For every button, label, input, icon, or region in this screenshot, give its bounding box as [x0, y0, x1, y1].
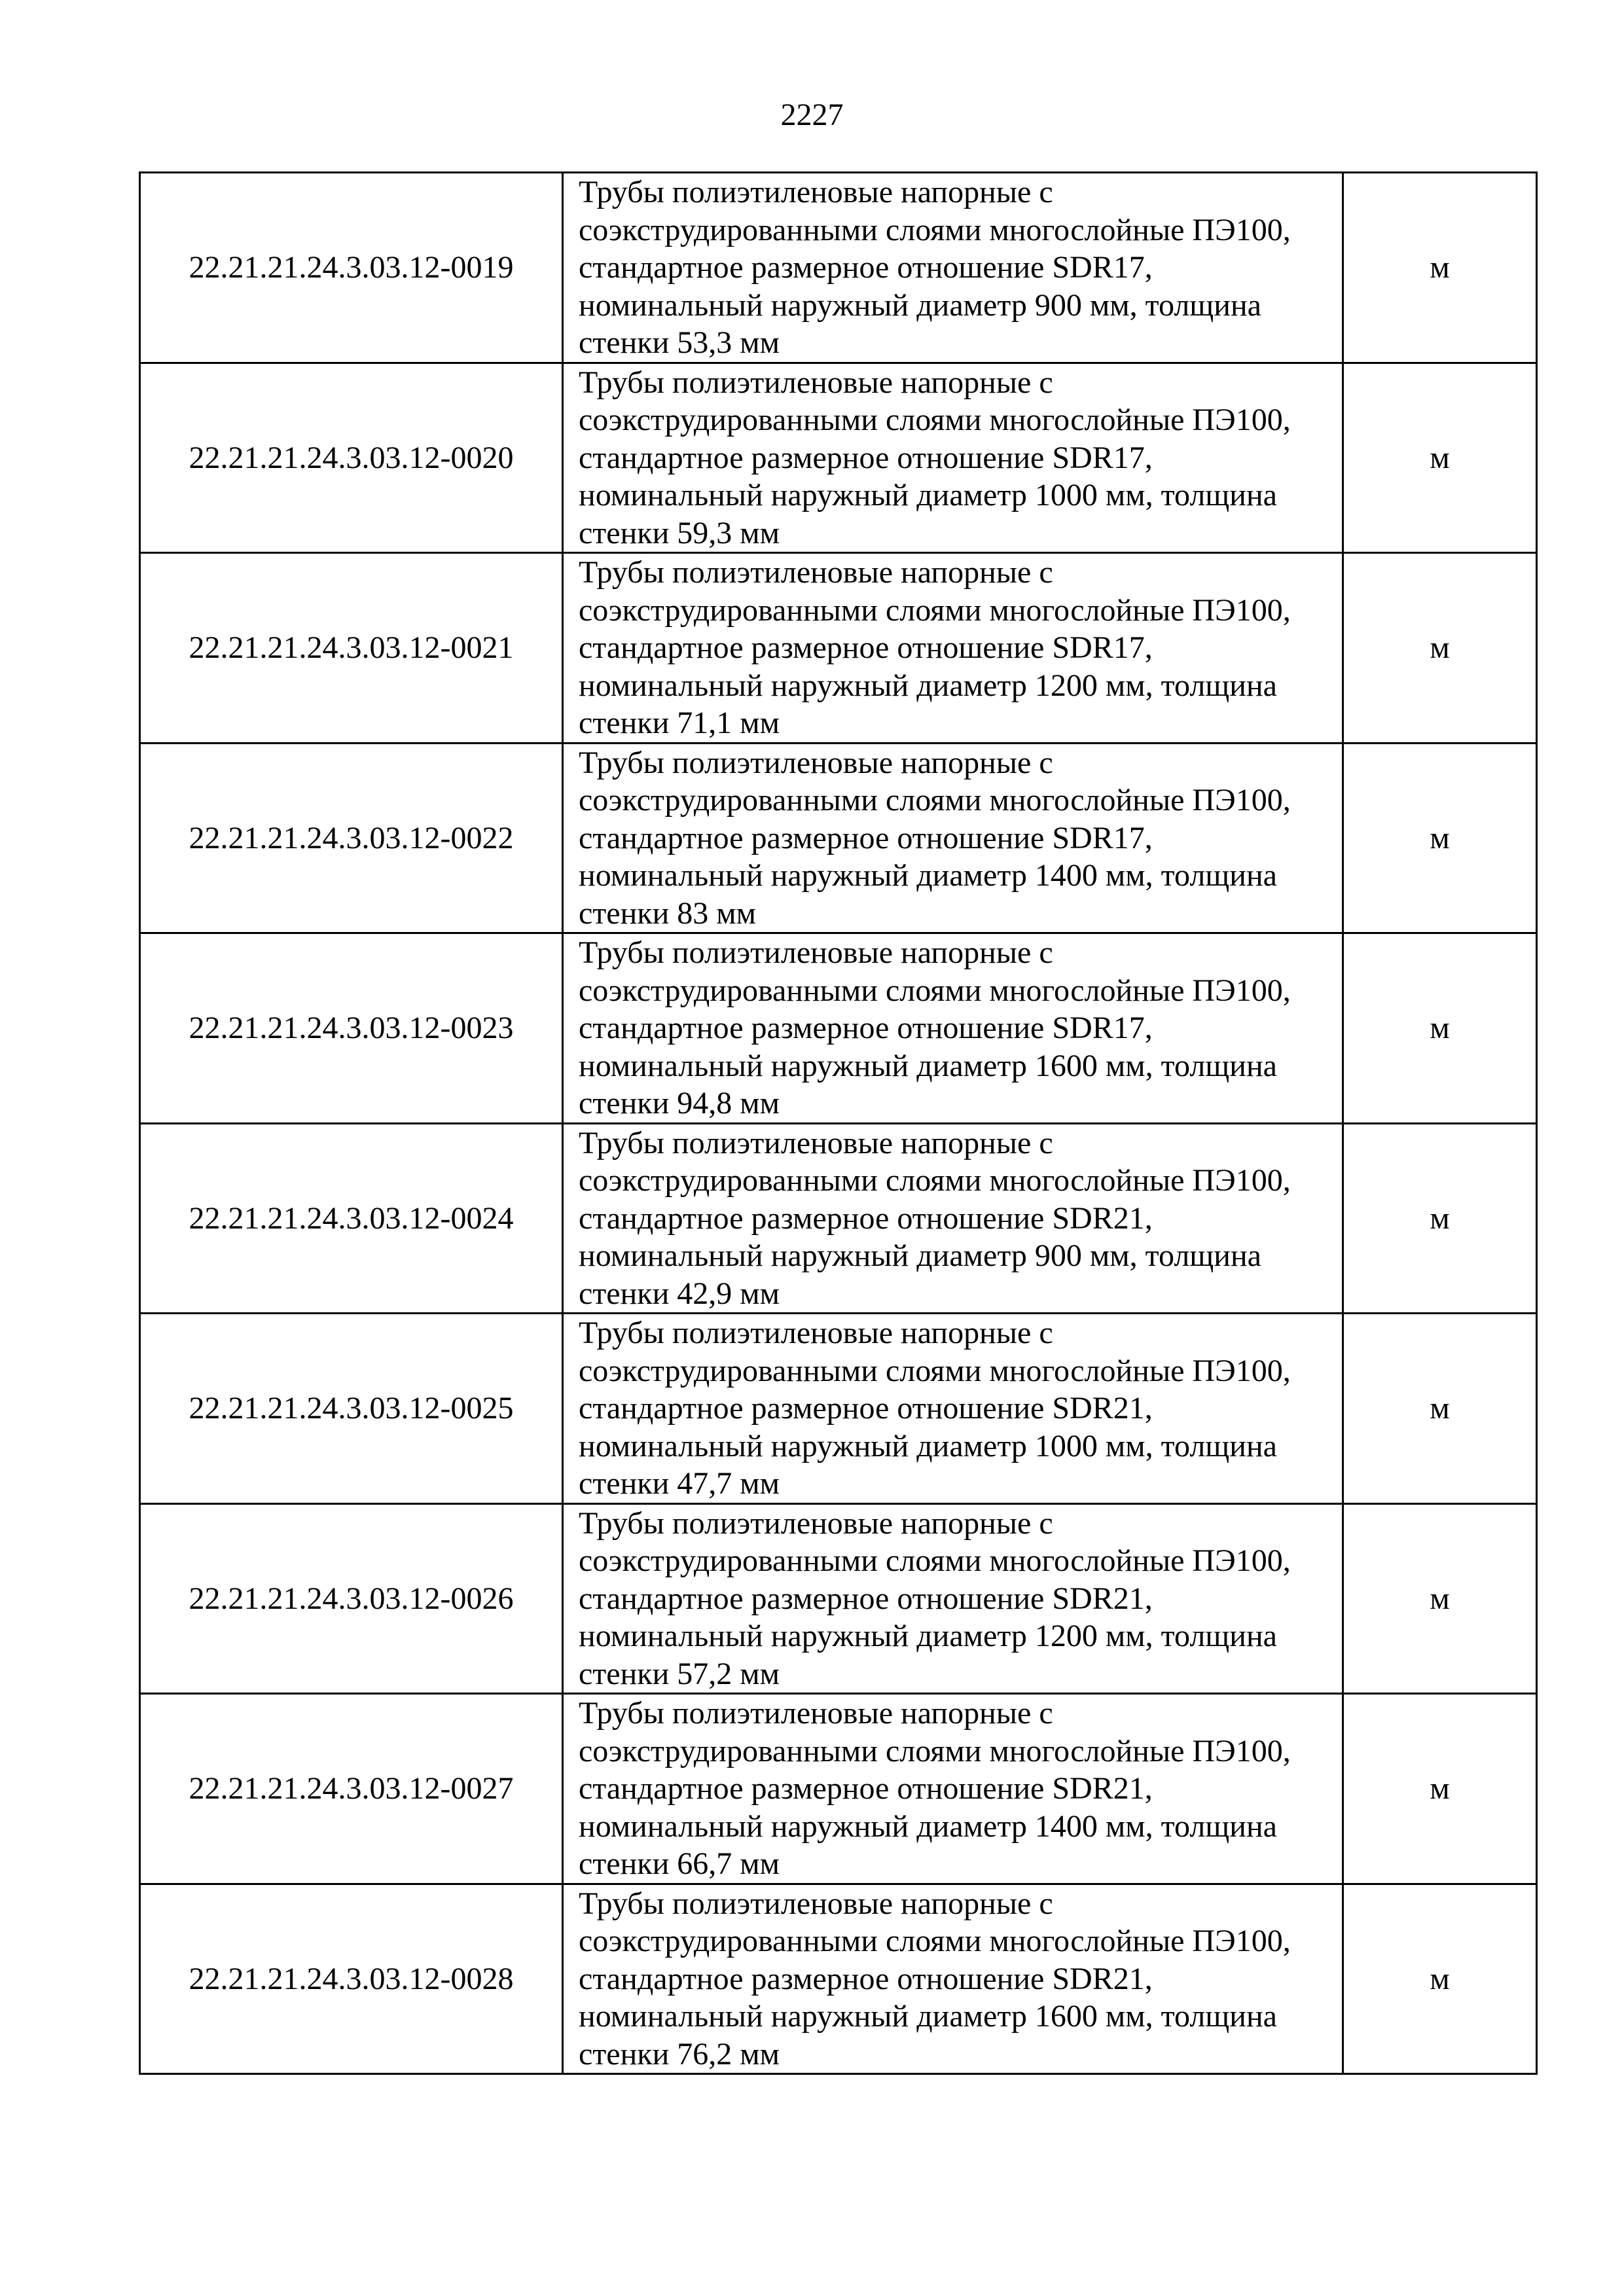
- name-line: стандартное размерное отношение SDR21,: [579, 1961, 1153, 1996]
- name-line: соэкструдированными слоями многослойные ПЭ100,: [579, 592, 1291, 628]
- name-line: Трубы полиэтиленовые напорные с: [579, 1886, 1053, 1921]
- table-row: [140, 1694, 1537, 1884]
- code-cell: 22.21.21.24.3.03.12-0022: [140, 743, 563, 933]
- name-line: стенки 76,2 мм: [579, 2036, 780, 2072]
- name-line: стандартное размерное отношение SDR17,: [579, 250, 1153, 285]
- name-line: стандартное размерное отношение SDR17,: [579, 440, 1153, 475]
- code-cell: 22.21.21.24.3.03.12-0028: [140, 1884, 563, 2074]
- name-line: стенки 53,3 мм: [579, 325, 780, 360]
- name-line: соэкструдированными слоями многослойные ПЭ100,: [579, 212, 1291, 247]
- name-line: соэкструдированными слоями многослойные ПЭ100,: [579, 1733, 1291, 1768]
- name-cell: [563, 1314, 1343, 1504]
- page-number: 2227: [780, 98, 844, 132]
- code-cell: 22.21.21.24.3.03.12-0023: [140, 933, 563, 1124]
- name-line: Трубы полиэтиленовые напорные с: [579, 365, 1053, 400]
- name-line: номинальный наружный диаметр 1400 мм, толщина: [579, 1808, 1277, 1844]
- name-cell: [563, 1884, 1343, 2074]
- name-line: стандартное размерное отношение SDR17,: [579, 820, 1153, 855]
- name-line: стенки 47,7 мм: [579, 1466, 780, 1501]
- code-cell: 22.21.21.24.3.03.12-0025: [140, 1314, 563, 1504]
- name-line: соэкструдированными слоями многослойные ПЭ100,: [579, 1924, 1291, 1958]
- unit-cell: м: [1343, 1884, 1537, 2074]
- code-cell: 22.21.21.24.3.03.12-0021: [140, 553, 563, 744]
- name-line: стенки 94,8 мм: [579, 1086, 780, 1121]
- table-row: [140, 933, 1537, 1124]
- code-cell: 22.21.21.24.3.03.12-0019: [140, 173, 563, 363]
- name-line: Трубы полиэтиленовые напорные с: [579, 935, 1053, 970]
- name-line: стенки 71,1 мм: [579, 706, 780, 740]
- name-cell: [563, 1123, 1343, 1314]
- name-line: стандартное размерное отношение SDR17,: [579, 630, 1153, 665]
- name-cell: [563, 933, 1343, 1124]
- name-line: соэкструдированными слоями многослойные ПЭ100,: [579, 403, 1291, 437]
- table-row: [140, 1123, 1537, 1314]
- unit-cell: м: [1343, 1123, 1537, 1314]
- code-cell: 22.21.21.24.3.03.12-0020: [140, 363, 563, 553]
- table-row: [140, 743, 1537, 933]
- table-row: [140, 1884, 1537, 2074]
- name-cell: [563, 363, 1343, 553]
- unit-cell: м: [1343, 1503, 1537, 1694]
- name-cell: [563, 173, 1343, 363]
- name-line: номинальный наружный диаметр 1200 мм, толщина: [579, 668, 1277, 703]
- unit-cell: м: [1343, 743, 1537, 933]
- name-line: номинальный наружный диаметр 1600 мм, толщина: [579, 1999, 1277, 2034]
- table-row: [140, 1314, 1537, 1504]
- name-line: стандартное размерное отношение SDR21,: [579, 1581, 1153, 1616]
- name-line: стенки 83 мм: [579, 895, 757, 931]
- name-cell: [563, 1503, 1343, 1694]
- table-body: [140, 173, 1537, 2074]
- name-line: Трубы полиэтиленовые напорные с: [579, 745, 1053, 780]
- name-line: номинальный наружный диаметр 1200 мм, толщина: [579, 1619, 1277, 1653]
- name-line: номинальный наружный диаметр 1000 мм, толщина: [579, 478, 1277, 512]
- name-line: номинальный наружный диаметр 900 мм, толщина: [579, 287, 1261, 323]
- name-cell: [563, 553, 1343, 744]
- name-line: стенки 66,7 мм: [579, 1846, 780, 1881]
- unit-cell: м: [1343, 553, 1537, 744]
- name-line: номинальный наружный диаметр 1000 мм, толщина: [579, 1428, 1277, 1463]
- name-line: номинальный наружный диаметр 1600 мм, толщина: [579, 1048, 1277, 1083]
- name-line: стандартное размерное отношение SDR21,: [579, 1771, 1153, 1806]
- unit-cell: м: [1343, 173, 1537, 363]
- unit-cell: м: [1343, 1314, 1537, 1504]
- name-line: соэкструдированными слоями многослойные ПЭ100,: [579, 1543, 1291, 1578]
- name-line: Трубы полиэтиленовые напорные с: [579, 1316, 1053, 1350]
- unit-cell: м: [1343, 1694, 1537, 1884]
- name-line: номинальный наружный диаметр 900 мм, толщина: [579, 1238, 1261, 1273]
- code-cell: 22.21.21.24.3.03.12-0026: [140, 1503, 563, 1694]
- name-line: стандартное размерное отношение SDR21,: [579, 1200, 1153, 1236]
- unit-cell: м: [1343, 933, 1537, 1124]
- name-line: соэкструдированными слоями многослойные ПЭ100,: [579, 783, 1291, 817]
- resource-table: [139, 171, 1538, 2075]
- name-line: стандартное размерное отношение SDR21,: [579, 1391, 1153, 1426]
- name-line: Трубы полиэтиленовые напорные с: [579, 1125, 1053, 1160]
- name-line: Трубы полиэтиленовые напорные с: [579, 1696, 1053, 1731]
- table-row: [140, 173, 1537, 363]
- table-row: [140, 363, 1537, 553]
- name-line: соэкструдированными слоями многослойные ПЭ100,: [579, 1353, 1291, 1388]
- name-line: стенки 59,3 мм: [579, 515, 780, 550]
- name-line: стандартное размерное отношение SDR17,: [579, 1011, 1153, 1045]
- name-line: Трубы полиэтиленовые напорные с: [579, 555, 1053, 590]
- table-row: [140, 1503, 1537, 1694]
- name-line: Трубы полиэтиленовые напорные с: [579, 175, 1053, 209]
- code-cell: 22.21.21.24.3.03.12-0024: [140, 1123, 563, 1314]
- name-line: Трубы полиэтиленовые напорные с: [579, 1505, 1053, 1541]
- name-line: номинальный наружный диаметр 1400 мм, толщина: [579, 858, 1277, 893]
- name-line: соэкструдированными слоями многослойные ПЭ100,: [579, 1163, 1291, 1198]
- name-cell: [563, 1694, 1343, 1884]
- name-line: стенки 57,2 мм: [579, 1656, 780, 1691]
- name-cell: [563, 743, 1343, 933]
- table-row: [140, 553, 1537, 744]
- code-cell: 22.21.21.24.3.03.12-0027: [140, 1694, 563, 1884]
- name-line: стенки 42,9 мм: [579, 1276, 780, 1311]
- unit-cell: м: [1343, 363, 1537, 553]
- name-line: соэкструдированными слоями многослойные ПЭ100,: [579, 973, 1291, 1008]
